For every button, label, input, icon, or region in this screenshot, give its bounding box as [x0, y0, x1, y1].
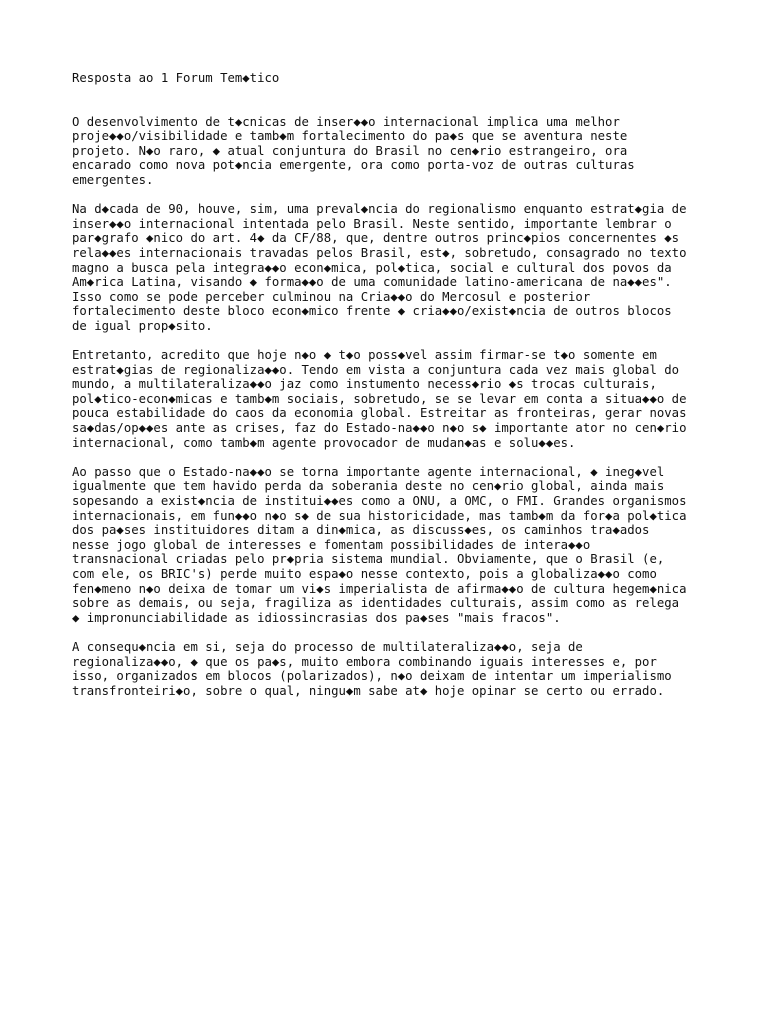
text-line: sopesando a exist◆ncia de institui◆◆es como a ONU, a OMC, o FMI. Grandes organismos [72, 494, 687, 509]
paragraph [72, 640, 712, 698]
text-line: Am◆rica Latina, visando ◆ forma◆◆o de uma comunidade latino-americana de na◆◆es". [72, 275, 672, 290]
text-line: internacionais, em fun◆◆o n◆o s◆ de sua historicidade, mas tamb◆m da for◆a pol◆tica [72, 508, 687, 523]
text-line: O desenvolvimento de t◆cnicas de inser◆◆o internacional implica uma melhor [72, 114, 620, 129]
text-line: encarado como nova pot◆ncia emergente, ora como porta-voz de outras culturas [72, 158, 635, 173]
text-line: igualmente que tem havido perda da soberania deste no cen◆rio global, ainda mais [72, 479, 665, 494]
text-line: de igual prop◆sito. [72, 318, 213, 333]
document-title: Resposta ao 1 Forum Tem◆tico [72, 71, 280, 85]
text-line: A consequ◆ncia em si, seja do processo de multilateraliza◆◆o, seja de [72, 639, 583, 654]
text-line: magno a busca pela integra◆◆o econ◆mica, pol◆tica, social e cultural dos povos da [72, 260, 672, 275]
paragraph [72, 348, 712, 450]
text-line: par◆grafo ◆nico do art. 4◆ da CF/88, que, dentre outros princ◆pios concernentes ◆s [72, 231, 680, 246]
text-line: nesse jogo global de interesses e fomentam possibilidades de intera◆◆o [72, 537, 591, 552]
text-line: sa◆das/op◆◆es ante as crises, faz do Estado-na◆◆o n◆o s◆ importante ator no cen◆rio [72, 421, 687, 436]
text-line: rela◆◆es internacionais travadas pelos Brasil, est◆, sobretudo, consagrado no texto [72, 245, 687, 260]
document-page [72, 71, 712, 713]
text-line: Isso como se pode perceber culminou na Cria◆◆o do Mercosul e posterior [72, 289, 591, 304]
text-line: regionaliza◆◆o, ◆ que os pa◆s, muito embora combinando iguais interesses e, por [72, 654, 657, 669]
text-line: isso, organizados em blocos (polarizados), n◆o deixam de intentar um imperialismo [72, 669, 672, 684]
text-line: Entretanto, acredito que hoje n◆o ◆ t◆o poss◆vel assim firmar-se t◆o somente em [72, 348, 657, 363]
text-line: sobre as demais, ou seja, fragiliza as identidades culturais, assim como as relega [72, 596, 680, 611]
text-line: com ele, os BRIC's) perde muito espa◆o nesse contexto, pois a globaliza◆◆o como [72, 567, 657, 581]
text-line: estrat◆gias de regionaliza◆◆o. Tendo em vista a conjuntura cada vez mais global do [72, 362, 680, 377]
text-line: Ao passo que o Estado-na◆◆o se torna importante agente internacional, ◆ ineg◆vel [72, 464, 665, 479]
text-line: mundo, a multilateraliza◆◆o jaz como instumento necess◆rio ◆s trocas culturais, [72, 377, 657, 392]
text-line: fen◆meno n◆o deixa de tomar um vi◆s imperialista de afirma◆◆o de cultura hegem◆nica [72, 581, 687, 596]
text-line: Na d◆cada de 90, houve, sim, uma preval◆ncia do regionalismo enquanto estrat◆gia de [72, 202, 687, 217]
paragraph [72, 465, 712, 626]
text-line: pol◆tico-econ◆micas e tamb◆m sociais, sobretudo, se se levar em conta a situa◆◆o de [72, 391, 687, 406]
paragraph [72, 202, 712, 333]
text-line: transnacional criadas pelo pr◆pria sistema mundial. Obviamente, que o Brasil (e, [72, 552, 665, 567]
text-line: fortalecimento deste bloco econ◆mico frente ◆ cria◆◆o/exist◆ncia de outros blocos [72, 304, 672, 319]
text-line: emergentes. [72, 172, 154, 187]
text-line: transfronteiri◆o, sobre o qual, ningu◆m sabe at◆ hoje opinar se certo ou errado. [72, 683, 665, 698]
text-line: inser◆◆o internacional intentada pelo Brasil. Neste sentido, importante lembrar o [72, 216, 672, 231]
text-line: dos pa◆ses instituidores ditam a din◆mica, as discuss◆es, os caminhos tra◆ados [72, 523, 650, 538]
paragraph [72, 115, 712, 188]
text-line: projeto. N◆o raro, ◆ atual conjuntura do Brasil no cen◆rio estrangeiro, ora [72, 143, 628, 158]
text-line: internacional, como tamb◆m agente provocador de mudan◆as e solu◆◆es. [72, 435, 576, 450]
text-line: ◆ impronunciabilidade as idiossincrasias dos pa◆ses "mais fracos". [72, 610, 561, 625]
text-line: proje◆◆o/visibilidade e tamb◆m fortalecimento do pa◆s que se aventura neste [72, 129, 628, 144]
document-body [72, 115, 712, 699]
text-line: pouca estabilidade do caos da economia global. Estreitar as fronteiras, gerar novas [72, 406, 687, 421]
